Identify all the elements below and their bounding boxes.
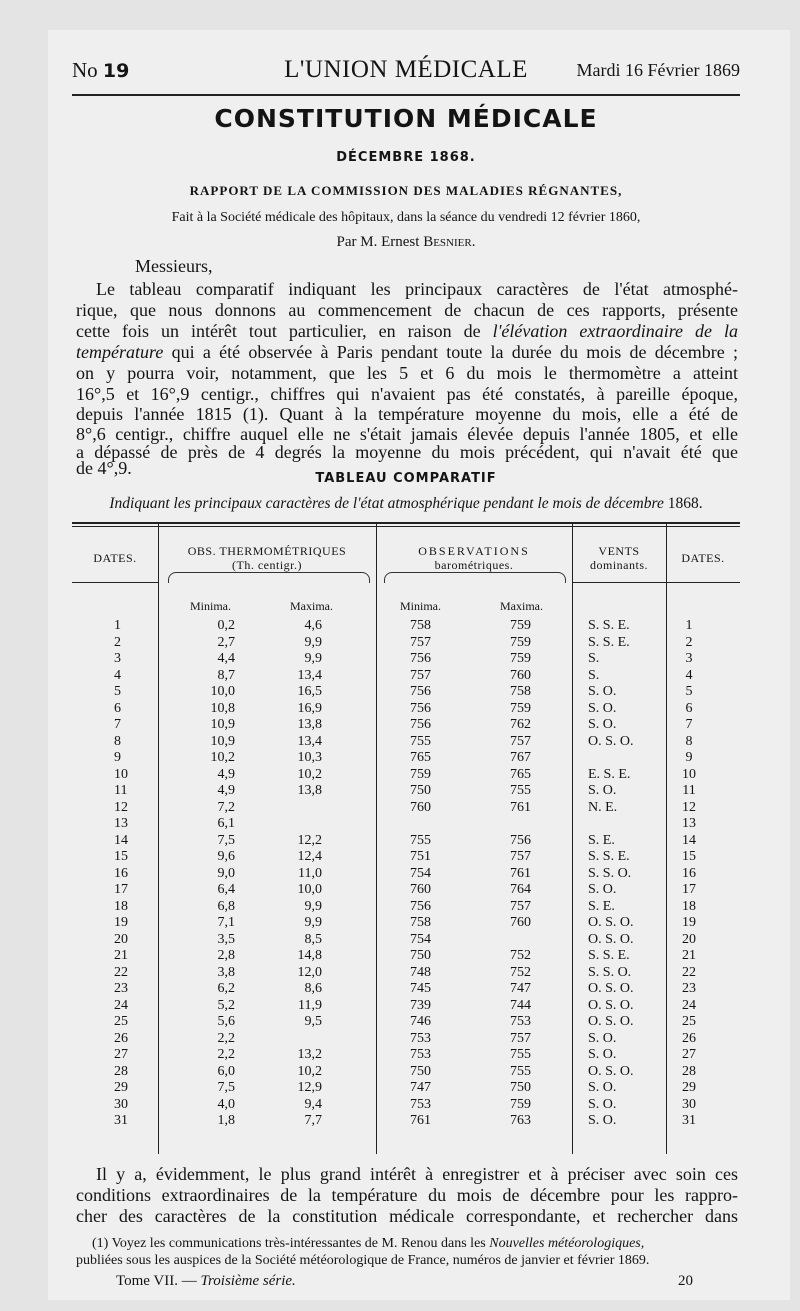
- row-date-right: 1: [685, 618, 693, 633]
- row-date-right: 11: [682, 783, 696, 798]
- row-date: 29: [114, 1080, 128, 1095]
- weather-table: [72, 522, 740, 1154]
- row-date-right: 14: [682, 832, 696, 848]
- body-line: a dépassé de près de 4 degrés la moyenne du mois précédent, qui n'avait été que: [76, 442, 738, 462]
- row-date-right: 18: [682, 898, 696, 914]
- row-thermo-max: 16,5: [297, 684, 322, 699]
- row-baro-max: 750: [510, 1080, 531, 1095]
- row-date: 6: [114, 700, 121, 716]
- row-date: 10: [114, 766, 128, 782]
- row-date-right: 22: [682, 964, 696, 980]
- row-baro-min: 758: [410, 915, 431, 930]
- row-baro-min: 760: [410, 882, 431, 897]
- row-wind: S. O.: [588, 717, 617, 732]
- header-rule: [72, 582, 158, 583]
- table-row: [72, 651, 740, 666]
- table-row: [72, 635, 740, 650]
- row-wind: S. S. O.: [588, 865, 632, 881]
- row-baro-min: 739: [410, 997, 431, 1013]
- body-line: on y pourra voir, notamment, que les 5 et 6 du mois le thermomètre a atteint: [76, 363, 738, 383]
- row-wind: O. S. O.: [588, 1014, 634, 1029]
- salutation: Messieurs,: [135, 256, 213, 276]
- row-date: 3: [114, 651, 121, 666]
- row-baro-max: 762: [510, 717, 531, 732]
- row-thermo-min: 6,8: [217, 898, 235, 914]
- row-thermo-min: 4,9: [217, 783, 235, 798]
- row-wind: S. S. E.: [588, 634, 630, 650]
- row-thermo-max: 11,0: [298, 865, 322, 881]
- row-baro-min: 759: [410, 766, 431, 782]
- table-row: [72, 981, 740, 996]
- row-thermo-min: 6,0: [217, 1063, 235, 1079]
- col-header-vents: VENTS dominants.: [590, 544, 648, 572]
- table-subtitle: Indiquant les principaux caractères de l'état atmosphérique pendant le mois de décembre 1868.: [109, 495, 703, 512]
- row-thermo-min: 9,0: [217, 865, 235, 881]
- table-row: [72, 965, 740, 980]
- row-baro-min: 747: [410, 1080, 431, 1095]
- row-thermo-min: 3,5: [217, 931, 235, 947]
- row-thermo-min: 6,1: [217, 816, 235, 831]
- row-thermo-max: 14,8: [297, 948, 322, 963]
- row-baro-min: 753: [410, 1030, 431, 1046]
- row-date: 9: [114, 750, 121, 765]
- row-thermo-min: 8,7: [217, 667, 235, 683]
- row-baro-min: 757: [410, 634, 431, 650]
- header-rule: [572, 582, 740, 583]
- row-date-right: 9: [685, 750, 693, 765]
- table-row: [72, 1097, 740, 1112]
- closing-line: conditions extraordinaires de la température du mois de décembre pour les rappro-: [76, 1185, 738, 1205]
- row-baro-min: 756: [410, 684, 431, 699]
- table-row: [72, 734, 740, 749]
- row-date-right: 25: [682, 1014, 696, 1029]
- row-baro-max: 763: [510, 1113, 531, 1128]
- row-baro-max: 759: [510, 1096, 531, 1112]
- row-baro-min: 750: [410, 948, 431, 963]
- row-thermo-min: 4,9: [217, 766, 235, 782]
- thermo-brace: [168, 572, 370, 583]
- row-wind: S. O.: [588, 1113, 617, 1128]
- row-date-right: 27: [682, 1047, 696, 1062]
- table-row: [72, 717, 740, 732]
- row-date-right: 2: [685, 634, 693, 650]
- row-wind: O. S. O.: [588, 931, 634, 947]
- row-baro-max: 757: [510, 849, 531, 864]
- row-thermo-max: 9,9: [304, 915, 322, 930]
- row-date-right: 20: [682, 931, 696, 947]
- section-title: CONSTITUTION MÉDICALE: [214, 104, 598, 133]
- table-row: [72, 882, 740, 897]
- author-line: Par M. Ernest Besnier.: [336, 234, 476, 250]
- row-thermo-min: 10,9: [210, 717, 235, 732]
- row-date: 1: [114, 618, 121, 633]
- row-baro-min: 750: [410, 783, 431, 798]
- row-thermo-min: 1,8: [217, 1113, 235, 1128]
- sub-header-min: Minima.: [190, 599, 231, 613]
- row-date-right: 3: [685, 651, 693, 666]
- row-thermo-min: 6,2: [217, 981, 235, 996]
- row-date: 27: [114, 1047, 128, 1062]
- row-wind: S. O.: [588, 1080, 617, 1095]
- table-row: [72, 816, 740, 831]
- row-thermo-max: 8,6: [304, 981, 322, 996]
- row-baro-min: 745: [410, 981, 431, 996]
- row-thermo-min: 3,8: [217, 964, 235, 980]
- row-thermo-min: 10,8: [210, 700, 235, 716]
- row-date: 18: [114, 898, 128, 914]
- row-thermo-min: 2,8: [217, 948, 235, 963]
- row-baro-min: 748: [410, 964, 431, 980]
- table-row: [72, 866, 740, 881]
- row-thermo-min: 7,5: [217, 832, 235, 848]
- body-line: rique, que nous donnons au commencement de chacun de ces rapports, présente: [76, 300, 738, 320]
- row-date: 12: [114, 799, 128, 815]
- row-thermo-min: 10,0: [210, 684, 235, 699]
- col-header-thermo: OBS. THERMOMÉTRIQUES (Th. centigr.): [187, 544, 347, 572]
- table-row: [72, 1014, 740, 1029]
- row-date-right: 30: [682, 1096, 696, 1112]
- row-baro-min: 746: [410, 1014, 431, 1029]
- closing-line: cher des caractères de la constitution médicale correspondante, et rechercher dans: [76, 1206, 738, 1226]
- row-date-right: 4: [685, 667, 693, 683]
- row-baro-max: 755: [510, 783, 531, 798]
- row-thermo-max: 9,5: [304, 1014, 322, 1029]
- row-baro-max: 764: [510, 882, 531, 897]
- row-thermo-min: 0,2: [217, 618, 235, 633]
- baro-brace: [384, 572, 566, 583]
- row-date-right: 17: [682, 882, 696, 897]
- row-baro-max: 759: [510, 700, 531, 716]
- row-baro-min: 760: [410, 799, 431, 815]
- row-baro-min: 755: [410, 832, 431, 848]
- footer-tome: Tome VII. — Troisième série.: [116, 1273, 296, 1289]
- table-row: [72, 684, 740, 699]
- row-date-right: 26: [682, 1030, 696, 1046]
- row-thermo-max: 13,4: [297, 667, 322, 683]
- row-thermo-max: 9,9: [304, 898, 322, 914]
- row-wind: S. O.: [588, 882, 617, 897]
- row-baro-min: 753: [410, 1096, 431, 1112]
- month-heading: DÉCEMBRE 1868.: [336, 150, 476, 165]
- row-thermo-max: 9,9: [304, 651, 322, 666]
- row-date-right: 10: [682, 766, 696, 782]
- row-date: 17: [114, 882, 128, 897]
- row-wind: S. O.: [588, 684, 617, 699]
- row-date: 20: [114, 931, 128, 947]
- row-baro-max: 756: [510, 832, 531, 848]
- row-date: 26: [114, 1030, 128, 1046]
- row-wind: S. S. E.: [588, 948, 630, 963]
- body-line-end: de 4°,9.: [76, 458, 132, 478]
- row-baro-max: 760: [510, 667, 531, 683]
- row-baro-max: 744: [510, 997, 531, 1013]
- row-thermo-max: 10,0: [297, 882, 322, 897]
- row-baro-min: 756: [410, 651, 431, 666]
- row-wind: S. E.: [588, 832, 615, 848]
- row-baro-min: 754: [410, 865, 431, 881]
- row-date-right: 21: [682, 948, 696, 963]
- row-thermo-min: 7,5: [217, 1080, 235, 1095]
- row-thermo-max: 12,9: [297, 1080, 322, 1095]
- row-date-right: 28: [682, 1063, 696, 1079]
- row-thermo-max: 16,9: [297, 700, 322, 716]
- row-thermo-max: 10,2: [297, 1063, 322, 1079]
- row-thermo-max: 8,5: [304, 931, 322, 947]
- table-row: [72, 701, 740, 716]
- journal-title: L'UNION MÉDICALE: [284, 56, 528, 83]
- row-thermo-min: 4,4: [217, 651, 235, 666]
- sub-header-max: Maxima.: [290, 599, 333, 613]
- row-thermo-min: 9,6: [217, 849, 235, 864]
- row-date: 25: [114, 1014, 128, 1029]
- row-baro-max: 765: [510, 766, 531, 782]
- row-thermo-min: 10,2: [210, 750, 235, 765]
- body-line: depuis l'année 1815 (1). Quant à la température moyenne du mois, elle a été de: [76, 404, 738, 424]
- table-row: [72, 1064, 740, 1079]
- row-wind: S.: [588, 667, 600, 683]
- row-wind: O. S. O.: [588, 915, 634, 930]
- row-thermo-max: 13,8: [297, 783, 322, 798]
- footnote-line-1: (1) Voyez les communications très-intéressantes de M. Renou dans les Nouvelles météorologiques,: [92, 1236, 645, 1251]
- row-baro-min: 756: [410, 700, 431, 716]
- row-baro-max: 757: [510, 898, 531, 914]
- row-date: 28: [114, 1063, 128, 1079]
- row-date: 15: [114, 849, 128, 864]
- row-date: 31: [114, 1113, 128, 1128]
- row-date-right: 13: [682, 816, 696, 831]
- row-thermo-max: 7,7: [304, 1113, 322, 1128]
- row-date: 2: [114, 634, 121, 650]
- row-wind: S. S. E.: [588, 618, 630, 633]
- page-number: 20: [678, 1273, 693, 1289]
- row-baro-min: 750: [410, 1063, 431, 1079]
- table-row: [72, 899, 740, 914]
- row-baro-min: 756: [410, 717, 431, 732]
- row-baro-min: 756: [410, 898, 431, 914]
- row-thermo-max: 13,8: [297, 717, 322, 732]
- row-baro-max: 747: [510, 981, 531, 996]
- row-date: 8: [114, 733, 121, 749]
- row-thermo-min: 4,0: [217, 1096, 235, 1112]
- row-date: 14: [114, 832, 128, 848]
- table-row: [72, 1047, 740, 1062]
- col-header-dates: DATES.: [93, 551, 137, 565]
- row-date-right: 19: [682, 915, 696, 930]
- row-wind: N. E.: [588, 799, 618, 815]
- row-date: 13: [114, 816, 128, 831]
- row-baro-min: 761: [410, 1113, 431, 1128]
- table-row: [72, 849, 740, 864]
- row-date: 7: [114, 717, 121, 732]
- row-baro-max: 755: [510, 1063, 531, 1079]
- body-line: 8°,6 centigr., chiffre auquel elle ne s'était jamais élevée depuis l'année 1805, et elle: [76, 424, 738, 444]
- table-row: [72, 1113, 740, 1128]
- row-baro-max: 752: [510, 964, 531, 980]
- row-thermo-min: 6,4: [217, 882, 235, 897]
- running-header: [72, 56, 740, 88]
- row-wind: S. E.: [588, 898, 615, 914]
- table-row: [72, 1031, 740, 1046]
- row-wind: O. S. O.: [588, 1063, 634, 1079]
- row-thermo-max: 9,4: [304, 1096, 322, 1112]
- sub-header-bmin: Minima.: [400, 599, 441, 613]
- row-thermo-max: 10,3: [297, 750, 322, 765]
- venue-line: Fait à la Société médicale des hôpitaux, dans la séance du vendredi 12 février 1860,: [171, 210, 641, 225]
- table-row: [72, 998, 740, 1013]
- table-top-rule-inner: [72, 526, 740, 527]
- row-date: 5: [114, 684, 121, 699]
- table-row: [72, 750, 740, 765]
- row-wind: E. S. E.: [588, 766, 631, 782]
- row-baro-min: 755: [410, 733, 431, 749]
- row-thermo-max: 13,4: [297, 733, 322, 749]
- table-row: [72, 948, 740, 963]
- row-wind: S. O.: [588, 1030, 617, 1046]
- row-baro-max: 755: [510, 1047, 531, 1062]
- row-baro-max: 761: [510, 799, 531, 815]
- row-thermo-max: 4,6: [304, 618, 322, 633]
- row-thermo-max: 12,2: [297, 832, 322, 848]
- row-date: 21: [114, 948, 128, 963]
- row-thermo-max: 9,9: [304, 634, 322, 650]
- row-baro-min: 753: [410, 1047, 431, 1062]
- report-heading: RAPPORT DE LA COMMISSION DES MALADIES RÉGNANTES,: [189, 183, 623, 198]
- row-wind: S. O.: [588, 783, 617, 798]
- row-thermo-max: 13,2: [297, 1047, 322, 1062]
- row-baro-min: 765: [410, 750, 431, 765]
- row-thermo-min: 10,9: [210, 733, 235, 749]
- row-baro-max: 757: [510, 1030, 531, 1046]
- body-line: température qui a été observée à Paris pendant toute la durée du mois de décembre ;: [76, 342, 738, 362]
- table-row: [72, 833, 740, 848]
- row-date-right: 7: [685, 717, 693, 732]
- row-wind: S. S. E.: [588, 849, 630, 864]
- row-baro-max: 761: [510, 865, 531, 881]
- row-date: 16: [114, 865, 128, 881]
- row-date-right: 12: [682, 799, 696, 815]
- row-baro-max: 752: [510, 948, 531, 963]
- row-baro-min: 751: [410, 849, 431, 864]
- row-date: 22: [114, 964, 128, 980]
- row-date-right: 6: [685, 700, 693, 716]
- row-date-right: 24: [682, 997, 696, 1013]
- row-baro-max: 753: [510, 1014, 531, 1029]
- table-row: [72, 1080, 740, 1095]
- row-thermo-min: 2,2: [217, 1047, 235, 1062]
- row-baro-max: 759: [510, 618, 531, 633]
- row-date: 24: [114, 997, 128, 1013]
- row-thermo-min: 7,1: [217, 915, 235, 930]
- col-header-dates-right: DATES.: [681, 551, 725, 565]
- row-baro-min: 757: [410, 667, 431, 683]
- row-baro-max: 759: [510, 634, 531, 650]
- table-caption: TABLEAU COMPARATIF: [315, 471, 497, 486]
- table-row: [72, 668, 740, 683]
- row-wind: O. S. O.: [588, 733, 634, 749]
- table-row: [72, 783, 740, 798]
- row-wind: S.: [588, 651, 600, 666]
- sub-header-bmax: Maxima.: [500, 599, 543, 613]
- table-row: [72, 915, 740, 930]
- row-date-right: 23: [682, 981, 696, 996]
- row-baro-max: 758: [510, 684, 531, 699]
- table-row: [72, 800, 740, 815]
- row-wind: S. O.: [588, 700, 617, 716]
- table-top-rule: [72, 522, 740, 524]
- body-line: 16°,5 et 16°,9 centigr., chiffres qui n'avaient pas été constatés, à pareille époque,: [76, 384, 738, 404]
- row-thermo-min: 2,2: [217, 1030, 235, 1046]
- row-wind: S. O.: [588, 1047, 617, 1062]
- row-date: 11: [114, 783, 128, 798]
- row-wind: O. S. O.: [588, 981, 634, 996]
- row-thermo-max: 12,4: [297, 849, 322, 864]
- row-thermo-min: 7,2: [217, 799, 235, 815]
- row-wind: S. O.: [588, 1096, 617, 1112]
- row-date-right: 16: [682, 865, 696, 881]
- issue-number: No 19: [72, 58, 130, 82]
- table-row: [72, 932, 740, 947]
- row-wind: S. S. O.: [588, 964, 632, 980]
- table-row: [72, 618, 740, 633]
- footnote-line-2: publiées sous les auspices de la Société météorologique de France, numéros de janvier et février 1869.: [76, 1253, 650, 1268]
- row-baro-max: 757: [510, 733, 531, 749]
- row-wind: O. S. O.: [588, 997, 634, 1013]
- row-date: 30: [114, 1096, 128, 1112]
- row-thermo-max: 12,0: [297, 964, 322, 980]
- row-baro-max: 767: [510, 750, 531, 765]
- row-date-right: 31: [682, 1113, 696, 1128]
- col-header-baro: OBSERVATIONS barométriques.: [418, 544, 530, 572]
- row-baro-min: 754: [410, 931, 431, 947]
- row-date: 4: [114, 667, 121, 683]
- row-baro-min: 758: [410, 618, 431, 633]
- row-baro-max: 760: [510, 915, 531, 930]
- body-line: cette fois un intérêt tout particulier, en raison de l'élévation extraordinaire de la: [76, 321, 738, 341]
- row-date-right: 5: [685, 684, 693, 699]
- table-row: [72, 767, 740, 782]
- row-baro-max: 759: [510, 651, 531, 666]
- body-line: Le tableau comparatif indiquant les principaux caractères de l'état atmosphé-: [96, 279, 738, 299]
- issue-date: Mardi 16 Février 1869: [576, 60, 740, 80]
- row-date-right: 29: [682, 1080, 696, 1095]
- row-thermo-max: 11,9: [298, 997, 322, 1013]
- row-date-right: 8: [685, 733, 693, 749]
- row-date-right: 15: [682, 849, 696, 864]
- row-thermo-max: 10,2: [297, 766, 322, 782]
- row-date: 19: [114, 915, 128, 930]
- header-rule: [72, 94, 740, 96]
- closing-line: Il y a, évidemment, le plus grand intérêt à enregistrer et à préciser avec soin ces: [96, 1164, 738, 1184]
- row-date: 23: [114, 981, 128, 996]
- row-thermo-min: 5,6: [217, 1014, 235, 1029]
- row-thermo-min: 5,2: [217, 997, 235, 1013]
- row-thermo-min: 2,7: [217, 634, 235, 650]
